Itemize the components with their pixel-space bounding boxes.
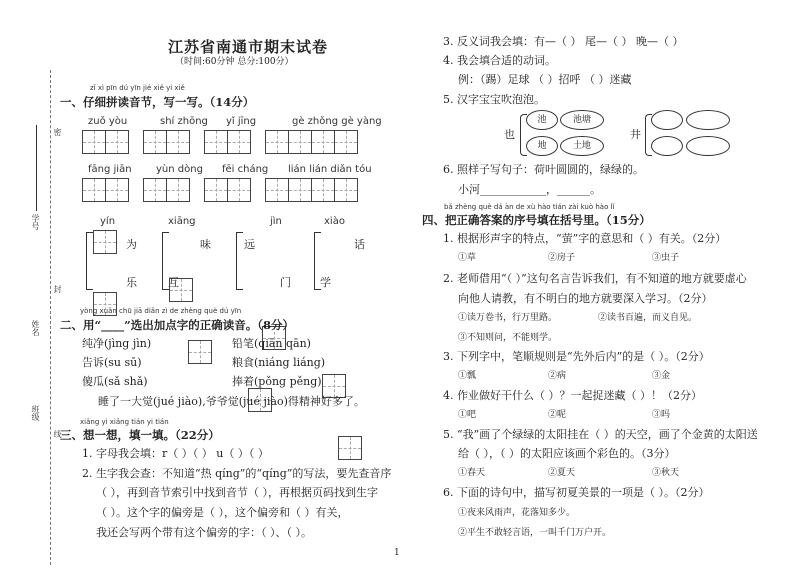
- binding-mark-feng: 封: [53, 285, 62, 293]
- sec4-q2-opt3: ③不知则问，不能则学。: [458, 333, 558, 343]
- sec4-q3-opt1: ①瓢: [458, 371, 477, 381]
- char-wei2: 味: [200, 238, 211, 251]
- exam-subtitle: （时间:60分钟 总分:100分）: [175, 57, 294, 67]
- grid-cell[interactable]: [338, 436, 362, 460]
- sec2-pinyin: yòng xuǎn chū jiā diǎn zì de zhèng què dú yīn: [80, 307, 242, 315]
- sec4-q2-opt1: ①读万卷书，行万里路。: [458, 313, 558, 323]
- sec3-q4: 4. 我会填合适的动词。: [443, 54, 556, 67]
- sec2-item-1: 纯净(jìng jìn): [82, 337, 152, 350]
- sec3-q3: 3. 反义词我会填：有—（ ） 尾—（ ） 晚—（ ）: [443, 35, 684, 48]
- grid-cell[interactable]: [334, 130, 358, 154]
- bubble-root-right: 井: [630, 128, 641, 141]
- sec4-q1: 1. 根据形声字的特点，“萤”字的意思和（ ）有关。（2分）: [443, 232, 727, 245]
- sec3-q1: 1. 字母我会填：r（ ）（ ） u（ ）（ ）: [82, 447, 269, 460]
- sec3-q6-example: 小河____________，______。: [458, 183, 601, 196]
- sec2-item-2: 铅笔(qiān qān): [232, 337, 311, 350]
- sec1-row2-py-4: lián lián diǎn tóu: [288, 164, 372, 175]
- sec3-title: 三、想一想，填一填。（22分）: [60, 428, 220, 442]
- name-label: 姓名: [31, 320, 40, 336]
- char-xue: 学: [320, 276, 331, 289]
- bubble-chi: 池: [526, 110, 558, 130]
- exam-title: 江苏省南通市期末试卷: [168, 38, 329, 56]
- sec3-q4-example: 例：（踢）足球 （ ）招呼 （ ）迷藏: [458, 73, 632, 86]
- char-yuan: 远: [244, 238, 255, 251]
- sec1-row1-py-2: shí zhōng: [160, 116, 208, 127]
- grid-cell[interactable]: [143, 178, 167, 202]
- sec3-q2-line4: 我还会写两个带有这个偏旁的字：（ ）、（ ）。: [96, 526, 312, 539]
- grid-cell[interactable]: [105, 178, 129, 202]
- grid-cell[interactable]: [288, 178, 312, 202]
- sec4-q5-opt2: ②夏天: [548, 468, 576, 478]
- sec4-q2-line2: 向他人请教，有不明白的地方就要深入学习。（2分）: [458, 292, 713, 305]
- sec4-q5-line1: 5. “我”画了个绿绿的太阳挂在（ ）的天空，画了个金黄的太阳送: [443, 428, 758, 441]
- binding-mark-xian: 线: [53, 430, 62, 438]
- sec2-item-3: 告诉(su sū): [82, 356, 142, 369]
- sec4-q4-opt1: ①吧: [458, 410, 477, 420]
- sec4-q1-opt1: ①草: [458, 253, 477, 263]
- sec1-row1-py-3: yǐ jīng: [226, 116, 257, 127]
- sec4-q4: 4. 作业做好干什么（ ）？一起捉迷藏（ ）！（2分）: [443, 389, 702, 402]
- bubble-blank[interactable]: [651, 136, 683, 156]
- sec1-row2-py-2: yùn dòng: [156, 164, 203, 175]
- sec4-q1-opt2: ②房子: [548, 253, 576, 263]
- sec4-q5-opt3: ③秋天: [652, 468, 680, 478]
- grid-cell[interactable]: [82, 178, 106, 202]
- sec4-title: 四、把正确答案的序号填在括号里。（15分）: [422, 213, 651, 227]
- grid-cell[interactable]: [93, 230, 117, 254]
- sec4-q5-line2: 给（ ），（ ）的太阳应该画个彩色的。（3分）: [458, 447, 676, 460]
- bubble-blank[interactable]: [686, 110, 730, 130]
- class-label: 班级: [31, 405, 40, 421]
- sec2-sentence: 睡了一大觉(jué jiào),爷爷觉(jué jiào)得精神好多了。: [98, 395, 365, 408]
- sec3-pinyin: xiǎng yi xiǎng tián yi tián: [80, 418, 169, 426]
- grid-cell[interactable]: [311, 130, 335, 154]
- bubble-blank[interactable]: [651, 110, 683, 130]
- bubble-tudi: 土地: [560, 136, 604, 156]
- sec1-title: 一、仔细拼读音节，写一写。（14分）: [60, 95, 255, 109]
- binding-mark-mi: 密: [53, 128, 62, 136]
- sec1-row2-py-3: fēi cháng: [222, 164, 269, 175]
- char-hu: 互: [168, 276, 179, 289]
- sec2-item-6: 捧着(pǒng pěng): [232, 375, 322, 388]
- grid-cell[interactable]: [334, 178, 358, 202]
- sec4-q4-opt3: ③吗: [652, 410, 671, 420]
- sec4-q5-opt1: ①春天: [458, 468, 486, 478]
- bracket: [236, 232, 243, 290]
- bubble-root-left: 也: [504, 128, 515, 141]
- sec4-q4-opt2: ②呢: [548, 410, 567, 420]
- writing-grid-row2: [82, 178, 357, 202]
- sec4-q2-opt2: ②读书百遍，而义自见。: [598, 313, 698, 323]
- bubble-di: 地: [526, 136, 558, 156]
- grid-cell[interactable]: [311, 178, 335, 202]
- sec4-q6-opt2: ②平生不敢轻言语，一叫千门万户开。: [458, 528, 612, 538]
- sec1-row2-py-1: fāng jiān: [88, 164, 132, 175]
- char-men: 门: [280, 276, 291, 289]
- sec4-q3: 3. 下列字中，笔顺规则是“先外后内”的是（ ）。（2分）: [443, 350, 710, 363]
- sec4-q1-opt3: ③虫子: [652, 253, 680, 263]
- grid-cell[interactable]: [143, 130, 167, 154]
- sec2-item-4: 粮食(niáng liáng): [232, 356, 326, 369]
- sec3-q5: 5. 汉字宝宝吹泡泡。: [443, 93, 545, 106]
- sec4-pinyin: bǎ zhèng què dá àn de xù hào tián zài kuò hào lǐ: [444, 203, 615, 211]
- student-number-line: [36, 125, 37, 211]
- grid-cell[interactable]: [288, 130, 312, 154]
- char-wei: 为: [126, 238, 137, 251]
- sec1-row3-py-2: xiāng: [168, 216, 196, 227]
- grid-cell[interactable]: [227, 178, 251, 202]
- grid-cell[interactable]: [188, 340, 212, 364]
- sec1-row3-py-1: yín: [100, 216, 116, 227]
- grid-cell[interactable]: [166, 178, 190, 202]
- grid-cell[interactable]: [204, 130, 228, 154]
- sec3-q6: 6. 照样子写句子：荷叶圆圆的，绿绿的。: [443, 163, 644, 176]
- grid-cell[interactable]: [227, 130, 251, 154]
- bubble-blank[interactable]: [686, 136, 730, 156]
- sec1-row3-py-3: jìn: [270, 216, 282, 227]
- sec2-title: 二、用“____”选出加点字的正确读音。（8分）: [60, 318, 294, 332]
- sec2-item-5: 傻瓜(sǎ shǎ): [82, 375, 148, 388]
- sec4-q2-line1: 2. 老师借用“（ ）”这句名言告诉我们，有不知道的地方就要虚心: [443, 272, 747, 285]
- writing-grid-row1: [82, 130, 357, 154]
- char-hua: 话: [354, 238, 365, 251]
- sec4-q3-opt3: ③金: [652, 371, 671, 381]
- sec3-q2-line2: （ ），再到音节索引中找到音节（ ），再根据页码找到生字: [96, 486, 378, 499]
- sec1-row1-py-1: zuǒ yòu: [88, 116, 128, 127]
- grid-cell[interactable]: [265, 178, 289, 202]
- grid-cell[interactable]: [166, 130, 190, 154]
- binding-dashed-line: [50, 70, 51, 565]
- sec3-q2-line3: （ ）。这个字的偏旁是（ ），这个偏旁和（ ）有关，: [96, 506, 349, 519]
- bracket: [86, 232, 93, 290]
- sec3-q2-line1: 2. 生字我会查：不知道“热 qíng”的“qíng”的写法，要先查音序: [82, 467, 392, 480]
- sec4-q6: 6. 下面的诗句中，描写初夏美景的一项是（ ）。（2分）: [443, 486, 710, 499]
- sec1-row1-py-4: gè zhǒng gè yàng: [292, 116, 382, 127]
- grid-cell[interactable]: [204, 178, 228, 202]
- grid-cell[interactable]: [105, 130, 129, 154]
- bubble-chitang: 池塘: [560, 110, 604, 130]
- grid-cell[interactable]: [82, 130, 106, 154]
- sec4-q3-opt2: ②病: [548, 371, 567, 381]
- student-number-label: 学号: [31, 214, 40, 230]
- sec4-q6-opt1: ①夜来风雨声，花落知多少。: [458, 508, 576, 518]
- sec1-row3-py-4: xiào: [324, 216, 345, 227]
- char-le: 乐: [126, 276, 137, 289]
- page-number: 1: [394, 548, 400, 558]
- grid-cell[interactable]: [265, 130, 289, 154]
- sec1-pinyin: zǐ xì pīn dú yīn jié xiě yi xiě: [90, 84, 185, 92]
